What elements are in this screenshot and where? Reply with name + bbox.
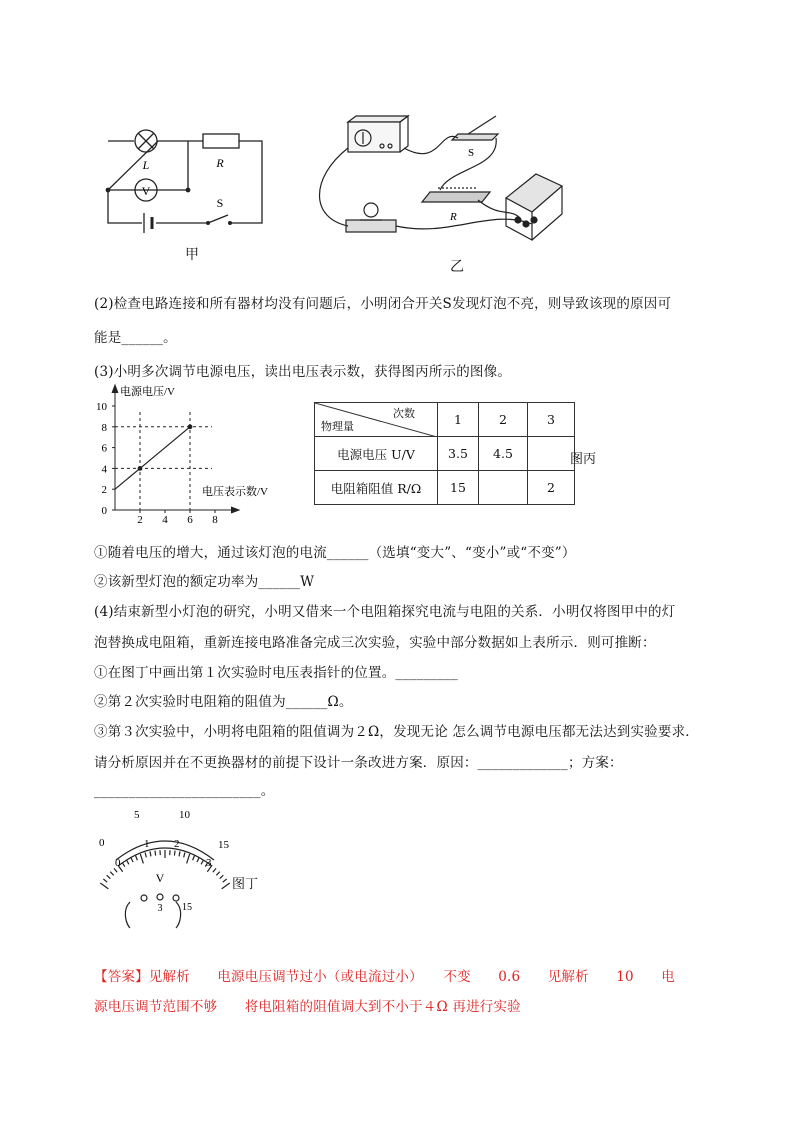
terminal-3: 3: [157, 903, 163, 914]
table-cell: [528, 437, 575, 471]
x-tick-label: 6: [187, 514, 193, 526]
table-header-count: 次数: [393, 407, 415, 420]
table-cell: 3.5: [438, 437, 479, 471]
table-cell: 2: [528, 471, 575, 505]
dial-tick: [174, 851, 175, 856]
question-4-sub-3-line-2: 请分析原因并在不更换器材的前提下设计一条改进方案．原因：_____________；方案：: [94, 755, 623, 771]
table-row-label: 电阻箱阻值 R/Ω: [315, 471, 438, 505]
dial-tick: [220, 875, 224, 878]
switch-S-symbol: [208, 215, 228, 223]
table-corner-cell: [315, 403, 438, 437]
y-tick-label: 10: [96, 401, 107, 413]
dial-tick: [136, 856, 138, 861]
dial-tick: [107, 875, 111, 878]
table-col-header: 2: [479, 403, 528, 437]
dial-upper-10: 10: [179, 809, 190, 821]
dial-tick: [150, 851, 151, 856]
apparatus-drawing-yi: [300, 108, 570, 248]
answer-line-1: 【答案】见解析 电源电压调节过小（或电流过小） 不变 0.6 见解析 10 电: [94, 969, 675, 985]
series-line: [115, 427, 190, 489]
table-row-label: 电源电压 U/V: [315, 437, 438, 471]
yi-switch-letter: S: [468, 147, 475, 159]
figure-jia-label: 甲: [185, 247, 199, 263]
dial-tick: [187, 854, 190, 864]
dial-lower-2: 2: [174, 838, 180, 850]
dial-lower-3: 3: [206, 857, 212, 869]
dial-tick: [131, 858, 133, 863]
dial-tick: [213, 868, 216, 872]
dial-tick: [216, 872, 219, 876]
dial-unit: V: [155, 871, 165, 885]
data-table: [314, 402, 575, 505]
dial-tick: [126, 860, 128, 864]
dial-upper-5: 5: [134, 809, 140, 821]
terminal-15: 15: [182, 902, 192, 913]
y-tick-label: 0: [101, 505, 107, 517]
data-point: [188, 424, 193, 429]
question-4-sub-3-line-3: ________________________。: [94, 783, 275, 799]
bulb-letter: L: [142, 158, 150, 172]
table-col-header: 1: [438, 403, 479, 437]
y-tick-label: 4: [101, 463, 107, 476]
answer-line-2: 源电压调节范围不够 将电阻箱的阻值调大到不小于４Ω 再进行实验: [94, 999, 521, 1015]
question-4-line-2: 泡替换成电阻箱，重新连接电路准备完成三次实验，实验中部分数据如上表所示．则可推断：: [94, 635, 656, 651]
dial-upper-0: 0: [99, 837, 105, 849]
dial-tick: [103, 879, 107, 882]
dial-tick: [155, 851, 156, 856]
y-tick-label: 2: [101, 484, 107, 497]
graph-x-label: 电压表示数/V: [202, 486, 268, 498]
question-4-sub-1: ①在图丁中画出第１次实验时电压表指针的位置。_________: [94, 665, 458, 681]
dial-lower-1: 1: [144, 838, 150, 850]
circuit-diagram-jia: [96, 115, 276, 235]
graph-y-label: 电源电压/V: [120, 386, 175, 398]
resistor-R-symbol: [203, 134, 239, 148]
voltmeter-dial-ding: [90, 800, 250, 935]
y-tick-label: 6: [101, 442, 107, 455]
question-4-line-1: (4)结束新型小灯泡的研究，小明又借来一个电阻箱探究电流与电阻的关系．小明仅将图甲中的灯: [94, 604, 676, 620]
x-tick-label: 4: [162, 514, 168, 526]
dial-tick: [201, 860, 203, 864]
question-2-line-1: (2)检查电路连接和所有器材均没有问题后，小明闭合开关S发现灯泡不亮，则导致该现的原因可: [94, 296, 672, 312]
y-tick-label: 8: [101, 421, 107, 434]
resistor-letter: R: [216, 156, 224, 170]
voltage-graph: [90, 382, 290, 527]
question-2-line-2: 能是______。: [94, 330, 177, 346]
dial-tick: [110, 872, 113, 876]
switch-letter: S: [216, 196, 224, 210]
dial-tick: [145, 853, 146, 858]
figure-yi-label: 乙: [450, 259, 464, 275]
table-cell: [479, 471, 528, 505]
dial-tick: [222, 883, 230, 889]
dial-tick: [184, 853, 185, 858]
table-cell: 4.5: [479, 437, 528, 471]
dial-lower-0: 0: [115, 857, 121, 869]
data-point: [138, 466, 143, 471]
x-tick-label: 8: [212, 514, 218, 526]
dial-tick: [223, 879, 227, 882]
dial-tick: [140, 854, 143, 864]
voltmeter-letter: V: [141, 184, 151, 198]
x-tick-label: 2: [137, 514, 143, 526]
table-col-header: 3: [528, 403, 575, 437]
table-header-quantity: 物理量: [321, 420, 354, 433]
question-3-sub-2: ②该新型灯泡的额定功率为______W: [94, 574, 315, 590]
question-4-sub-3-line-1: ③第３次实验中，小明将电阻箱的阻值调为２Ω，发现无论 怎么调节电源电压都无法达到实验要求．: [94, 724, 699, 740]
question-3-sub-1: ①随着电压的增大，通过该灯泡的电流______（选填“变大”、“变小”或“不变”）: [94, 545, 576, 561]
dial-tick: [100, 883, 108, 889]
figure-ding-label: 图丁: [232, 877, 259, 892]
question-4-sub-2: ②第２次实验时电阻箱的阻值为______Ω。: [94, 694, 353, 710]
yi-resistor-letter: R: [450, 211, 457, 223]
dial-tick: [193, 856, 195, 861]
table-cell: 15: [438, 471, 479, 505]
dial-tick: [179, 851, 180, 856]
dial-upper-15: 15: [218, 839, 229, 851]
dial-tick: [122, 862, 125, 866]
question-3-line-1: (3)小明多次调节电源电压，读出电压表示数，获得图丙所示的图像。: [94, 364, 512, 380]
dial-tick: [197, 858, 199, 863]
figure-bing-label: 图丙: [570, 452, 597, 467]
